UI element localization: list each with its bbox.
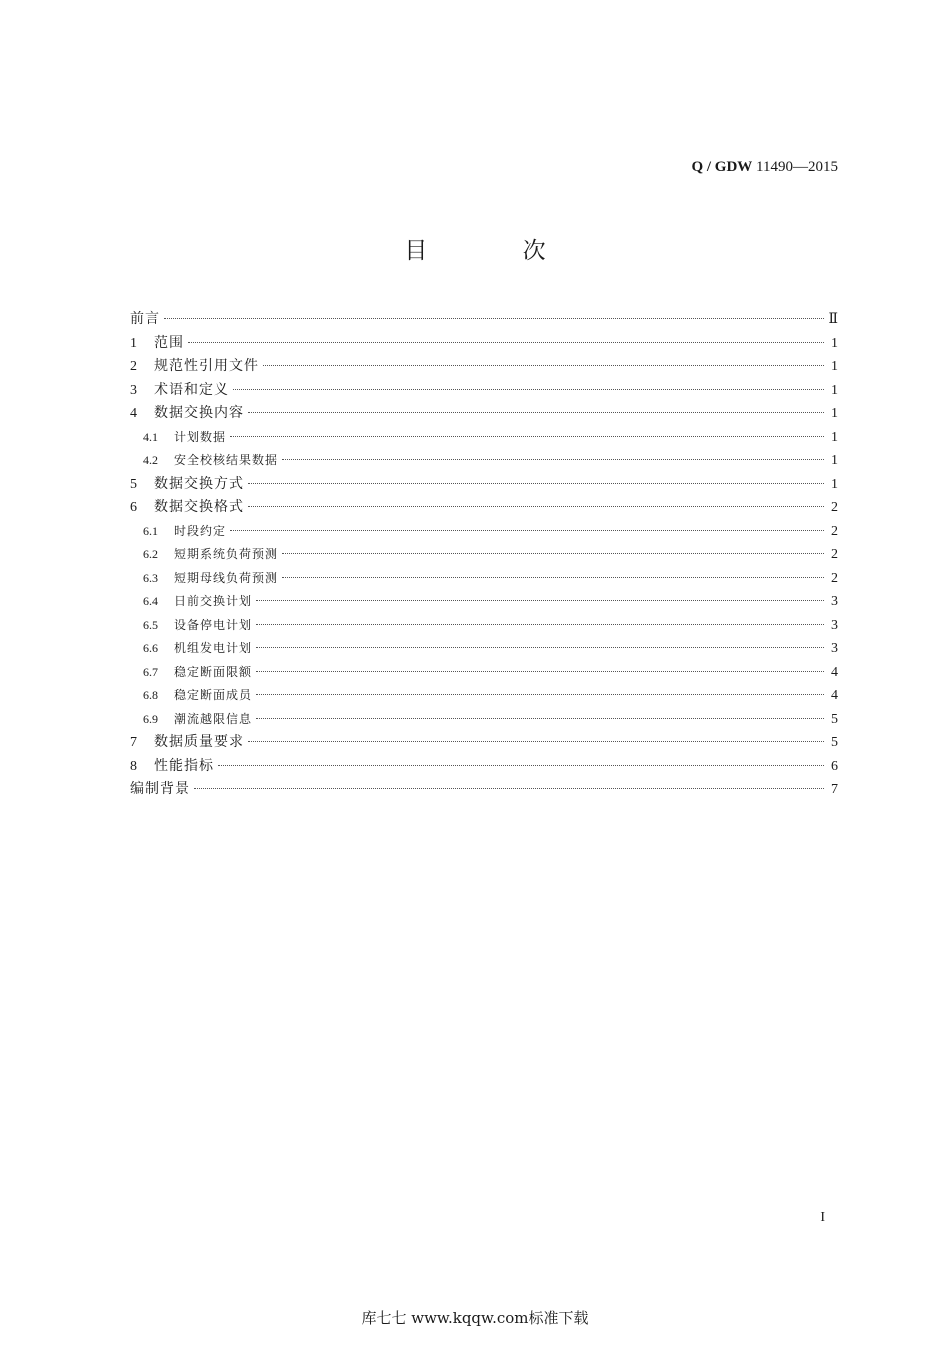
toc-entry[interactable]: [130, 661, 838, 685]
toc-leader-dots: [230, 436, 824, 437]
toc-leader-dots: [256, 694, 824, 695]
footer-watermark-text: 库七七 www.kqqw.com标准下载: [361, 1309, 589, 1327]
toc-entry-label: 短期系统负荷预测: [174, 547, 279, 561]
toc-entry-page: 3: [831, 641, 838, 656]
toc-entry-number: 6.8: [143, 688, 158, 702]
toc-entry-number: 2: [130, 359, 137, 374]
toc-entry[interactable]: [130, 543, 838, 567]
toc-entry-label: 时段约定: [174, 523, 227, 538]
toc-entry-number: 6.4: [143, 594, 158, 608]
toc-entry-page: 6: [831, 758, 838, 774]
toc-entry-number: 6: [130, 500, 137, 515]
toc-entry-label: 规范性引用文件: [154, 358, 259, 374]
toc-leader-dots: [282, 577, 824, 578]
toc-entry-page: 4: [831, 688, 838, 703]
toc-entry-label: 日前交换计划: [174, 594, 253, 608]
toc-entry-page: 5: [831, 711, 838, 727]
toc-entry-page: 4: [831, 664, 838, 680]
toc-entry-label: 短期母线负荷预测: [174, 570, 279, 585]
toc-entry[interactable]: [130, 496, 838, 520]
toc-entry-number: 6.9: [143, 711, 158, 726]
toc-entry[interactable]: [130, 731, 838, 755]
toc-entry-page: 5: [831, 735, 838, 750]
toc-entry-label: 机组发电计划: [174, 641, 253, 655]
page-number: I: [820, 1210, 825, 1225]
toc-entry-number: 6.2: [143, 547, 158, 561]
toc-entry[interactable]: [130, 308, 838, 332]
toc-entry-number: 6.3: [143, 570, 158, 585]
toc-entry[interactable]: [130, 590, 838, 614]
standard-code: [691, 159, 838, 176]
toc-entry-page: 1: [831, 429, 838, 445]
toc-entry-number: 7: [130, 735, 137, 750]
toc-leader-dots: [263, 365, 824, 366]
toc-leader-dots: [194, 788, 824, 789]
toc-entry[interactable]: [130, 449, 838, 473]
toc-entry[interactable]: [130, 637, 838, 661]
toc-entry-number: 6.1: [143, 523, 158, 538]
toc-entry-label: 范围: [154, 334, 184, 351]
toc-entry-page: 1: [831, 406, 838, 421]
toc-entry-page: 2: [831, 570, 838, 586]
toc-entry-page: 7: [831, 782, 838, 797]
toc-entry-page: 1: [831, 476, 838, 492]
toc-entry-number: 4: [130, 406, 137, 421]
toc-leader-dots: [256, 624, 824, 625]
toc-entry-page: 3: [831, 594, 838, 609]
toc-entry-number: 6.7: [143, 664, 158, 679]
toc-entry-number: 8: [130, 758, 137, 774]
page-title: 目 次: [404, 238, 590, 264]
toc-leader-dots: [218, 765, 824, 766]
toc-entry-number: 1: [130, 335, 137, 351]
toc-leader-dots: [256, 671, 824, 672]
toc-entry[interactable]: [130, 755, 838, 779]
toc-entry[interactable]: [130, 567, 838, 591]
toc-entry-label: 稳定断面限额: [174, 664, 253, 679]
toc-entry-number: 6.5: [143, 617, 158, 632]
toc-leader-dots: [248, 483, 824, 484]
toc-entry-label: 性能指标: [154, 757, 214, 774]
toc-entry[interactable]: [130, 778, 838, 802]
toc-leader-dots: [256, 718, 824, 719]
toc-entry[interactable]: [130, 520, 838, 544]
toc-entry-page: 1: [831, 382, 838, 398]
toc-leader-dots: [256, 600, 824, 601]
toc-entry-label: 安全校核结果数据: [174, 453, 279, 467]
toc-entry-number: 3: [130, 382, 137, 398]
toc-entry[interactable]: [130, 402, 838, 426]
toc-entry-number: 4.2: [143, 453, 158, 467]
toc-entry-page: Ⅱ: [828, 312, 838, 327]
toc-entry-label: 数据交换格式: [154, 499, 244, 515]
toc-entry-label: 编制背景: [130, 781, 190, 797]
toc-entry-number: 6.6: [143, 641, 158, 655]
toc-leader-dots: [230, 530, 824, 531]
toc-entry-page: 2: [831, 523, 838, 539]
toc-entry[interactable]: [130, 355, 838, 379]
toc-leader-dots: [188, 342, 824, 343]
standard-code-number: 11490—2015: [756, 159, 838, 175]
toc-entry[interactable]: [130, 332, 838, 356]
toc-entry[interactable]: [130, 708, 838, 732]
toc-leader-dots: [248, 506, 824, 507]
toc-leader-dots: [233, 389, 824, 390]
toc-entry-page: 1: [831, 335, 838, 351]
toc-entry-label: 术语和定义: [154, 381, 229, 398]
toc-leader-dots: [248, 412, 824, 413]
toc-entry-page: 3: [831, 617, 838, 633]
toc-entry-label: 数据质量要求: [154, 734, 244, 750]
table-of-contents: [130, 308, 838, 802]
toc-entry-label: 稳定断面成员: [174, 688, 253, 702]
toc-entry-label: 潮流越限信息: [174, 711, 253, 726]
toc-entry[interactable]: [130, 426, 838, 450]
toc-entry-label: 数据交换内容: [154, 405, 244, 421]
toc-entry-page: 1: [831, 359, 838, 374]
toc-leader-dots: [164, 318, 824, 319]
toc-leader-dots: [282, 553, 824, 554]
toc-entry-page: 1: [831, 453, 838, 468]
toc-leader-dots: [256, 647, 824, 648]
toc-entry-label: 计划数据: [174, 429, 227, 444]
toc-entry-label: 设备停电计划: [174, 617, 253, 632]
toc-entry[interactable]: [130, 684, 838, 708]
toc-entry-number: 5: [130, 476, 137, 492]
toc-leader-dots: [282, 459, 824, 460]
toc-entry-label: 数据交换方式: [154, 475, 244, 492]
toc-entry[interactable]: [130, 379, 838, 403]
toc-entry[interactable]: [130, 614, 838, 638]
toc-entry[interactable]: [130, 473, 838, 497]
toc-entry-page: 2: [831, 547, 838, 562]
toc-entry-number: 4.1: [143, 429, 158, 444]
toc-entry-page: 2: [831, 500, 838, 515]
standard-code-prefix: Q / GDW: [691, 159, 753, 175]
toc-entry-label: 前言: [130, 311, 160, 327]
toc-leader-dots: [248, 741, 824, 742]
